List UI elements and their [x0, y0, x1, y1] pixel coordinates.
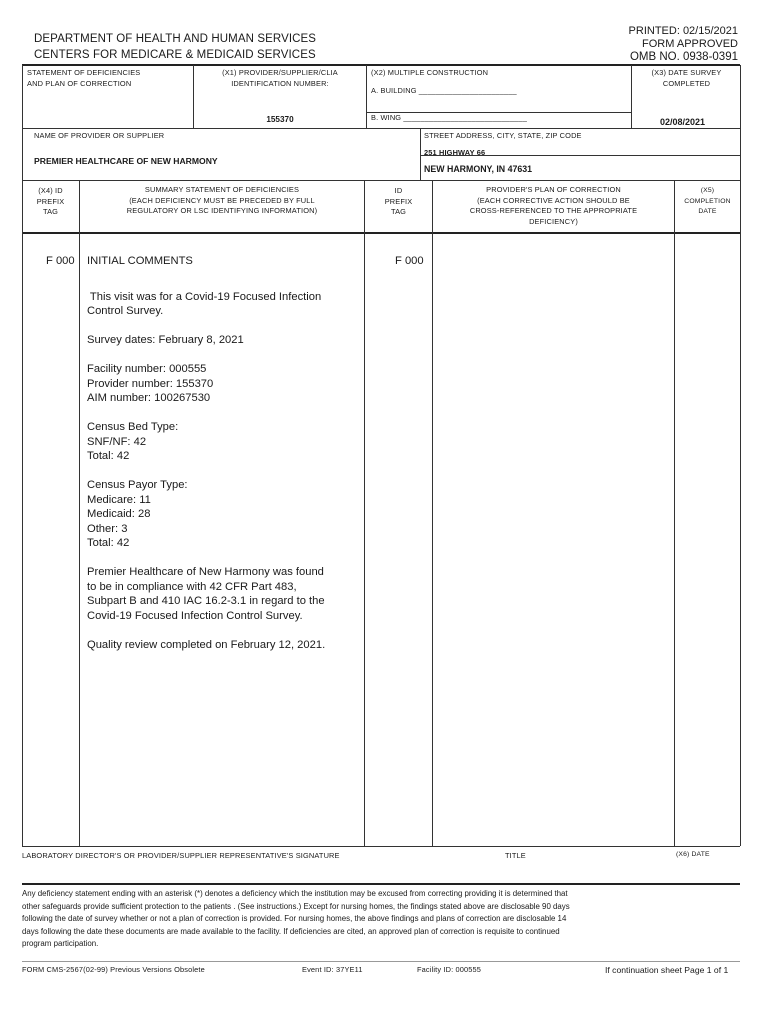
row1-divider-3: [631, 65, 632, 128]
row2-bottom-border: [22, 180, 740, 181]
column-header-bottom-border: [22, 232, 740, 234]
prefix-tag: F 000: [46, 255, 75, 267]
facility-id: Facility ID: 000555: [417, 965, 482, 974]
x3-label: (X3) DATE SURVEY COMPLETED: [651, 68, 722, 88]
page-indicator: If continuation sheet Page 1 of 1: [605, 965, 729, 975]
wing-field: B. WING _____________________________: [371, 113, 527, 122]
provider-name: PREMIER HEALTHCARE OF NEW HARMONY: [34, 156, 218, 166]
statement-line: Control Survey.: [87, 305, 164, 317]
id-prefix-tag: F 000: [395, 255, 424, 267]
deficiency-statement: [87, 275, 359, 652]
statement-line: [87, 551, 359, 566]
statement-line: [87, 275, 359, 290]
form-number: FORM CMS-2567(02-99) Previous Versions Obsolete: [22, 965, 205, 974]
top-border: [22, 64, 740, 66]
x5-column-header: (X5) COMPLETION DATE: [684, 187, 731, 215]
disclaimer-text: Any deficiency statement ending with an asterisk (*) denotes a deficiency which the institution may be excused from correcting providing it is determined that other safeguards provide sufficient protection to the patients . (See instructions.) Except for nursing homes, the findings stated above are disclosable 90 days following the date of survey whether or not a plan of correction is provided. For nursing homes, the above findings and plans of correction are disclosable 14 days following the date these documents are made available to the facility. If deficiencies are cited, an approved plan of correction is requisite to continued program participation.: [22, 889, 570, 949]
x2-label: (X2) MULTIPLE CONSTRUCTION: [371, 68, 489, 77]
row1-divider-2: [366, 65, 367, 128]
address-line-1: 251 HIGHWAY 66: [424, 148, 486, 157]
provider-id-number: 155370: [266, 115, 294, 124]
statement-line: AIM number: 100267530: [87, 392, 211, 404]
right-edge: [740, 65, 741, 846]
statement-line: [87, 406, 359, 421]
footer-divider: [22, 961, 740, 962]
building-field: A. BUILDING _______________________: [371, 86, 517, 95]
printed-date: PRINTED: 02/15/2021: [628, 25, 738, 37]
statement-line: [87, 623, 359, 638]
address-label: STREET ADDRESS, CITY, STATE, ZIP CODE: [424, 131, 582, 140]
statement-line: Medicare: 11: [87, 493, 151, 506]
x4-column-header: (X4) ID PREFIX TAG: [36, 186, 65, 216]
left-edge: [22, 65, 23, 846]
statement-line: Premier Healthcare of New Harmony was found: [87, 566, 324, 578]
signature-bottom-border: [22, 883, 740, 885]
statement-line: Other: 3: [87, 522, 128, 535]
signature-top-border: [22, 846, 740, 847]
statement-line: Subpart B and 410 IAC 16.2-3.1 in regard to the: [87, 595, 325, 607]
col-divider-2: [364, 181, 365, 846]
survey-completed-date: 02/08/2021: [660, 117, 706, 127]
form-approved-label: FORM APPROVED: [642, 38, 738, 50]
statement-line: Covid-19 Focused Infection Control Survey.: [87, 609, 303, 622]
id-column-header: ID PREFIX TAG: [384, 186, 413, 216]
row2-divider: [420, 129, 421, 180]
statement-line: Medicaid: 28: [87, 508, 151, 520]
signature-label: LABORATORY DIRECTOR'S OR PROVIDER/SUPPLIER REPRESENTATIVE'S SIGNATURE: [22, 851, 340, 860]
summary-column-header: SUMMARY STATEMENT OF DEFICIENCIES (EACH DEFICIENCY MUST BE PRECEDED BY FULL REGULATORY OR LSC IDENTIFYING INFORMATION): [126, 185, 318, 215]
x1-label: (X1) PROVIDER/SUPPLIER/CLIA IDENTIFICATION NUMBER:: [222, 68, 338, 88]
statement-line: to be in compliance with 42 CFR Part 483,: [87, 580, 297, 593]
statement-label: STATEMENT OF DEFICIENCIES AND PLAN OF CORRECTION: [27, 68, 141, 88]
statement-line: Total: 42: [87, 537, 130, 549]
statement-line: [87, 319, 359, 334]
statement-line: Quality review completed on February 12, 2021.: [87, 638, 326, 651]
col-divider-1: [79, 181, 80, 846]
statement-line: Census Payor Type:: [87, 479, 188, 491]
statement-line: Facility number: 000555: [87, 363, 207, 375]
agency-name: CENTERS FOR MEDICARE & MEDICAID SERVICES: [34, 49, 316, 61]
title-label: TITLE: [505, 851, 526, 860]
omb-number: OMB NO. 0938-0391: [629, 51, 738, 63]
statement-line: Survey dates: February 8, 2021: [87, 334, 244, 346]
plan-column-header: PROVIDER'S PLAN OF CORRECTION (EACH CORRECTIVE ACTION SHOULD BE CROSS-REFERENCED TO THE APPROPRIATE DEFICIENCY): [469, 185, 638, 226]
statement-line: Provider number: 155370: [87, 377, 214, 390]
col-divider-3: [432, 181, 433, 846]
department-name: DEPARTMENT OF HEALTH AND HUMAN SERVICES: [34, 33, 317, 45]
statement-line: Census Bed Type:: [87, 421, 179, 433]
statement-line: This visit was for a Covid-19 Focused Infection: [87, 290, 322, 303]
provider-name-label: NAME OF PROVIDER OR SUPPLIER: [34, 131, 165, 140]
statement-line: [87, 348, 359, 363]
address-line-2: NEW HARMONY, IN 47631: [424, 164, 533, 174]
event-id: Event ID: 37YE11: [302, 965, 363, 974]
statement-line: Total: 42: [87, 450, 130, 462]
row1-divider-1: [193, 65, 194, 128]
date-label: (X6) DATE: [676, 851, 710, 858]
col-divider-4: [674, 181, 675, 846]
entry-heading: INITIAL COMMENTS: [87, 255, 193, 267]
row1-bottom-border: [22, 128, 740, 129]
statement-line: [87, 464, 359, 479]
statement-line: SNF/NF: 42: [87, 435, 147, 448]
